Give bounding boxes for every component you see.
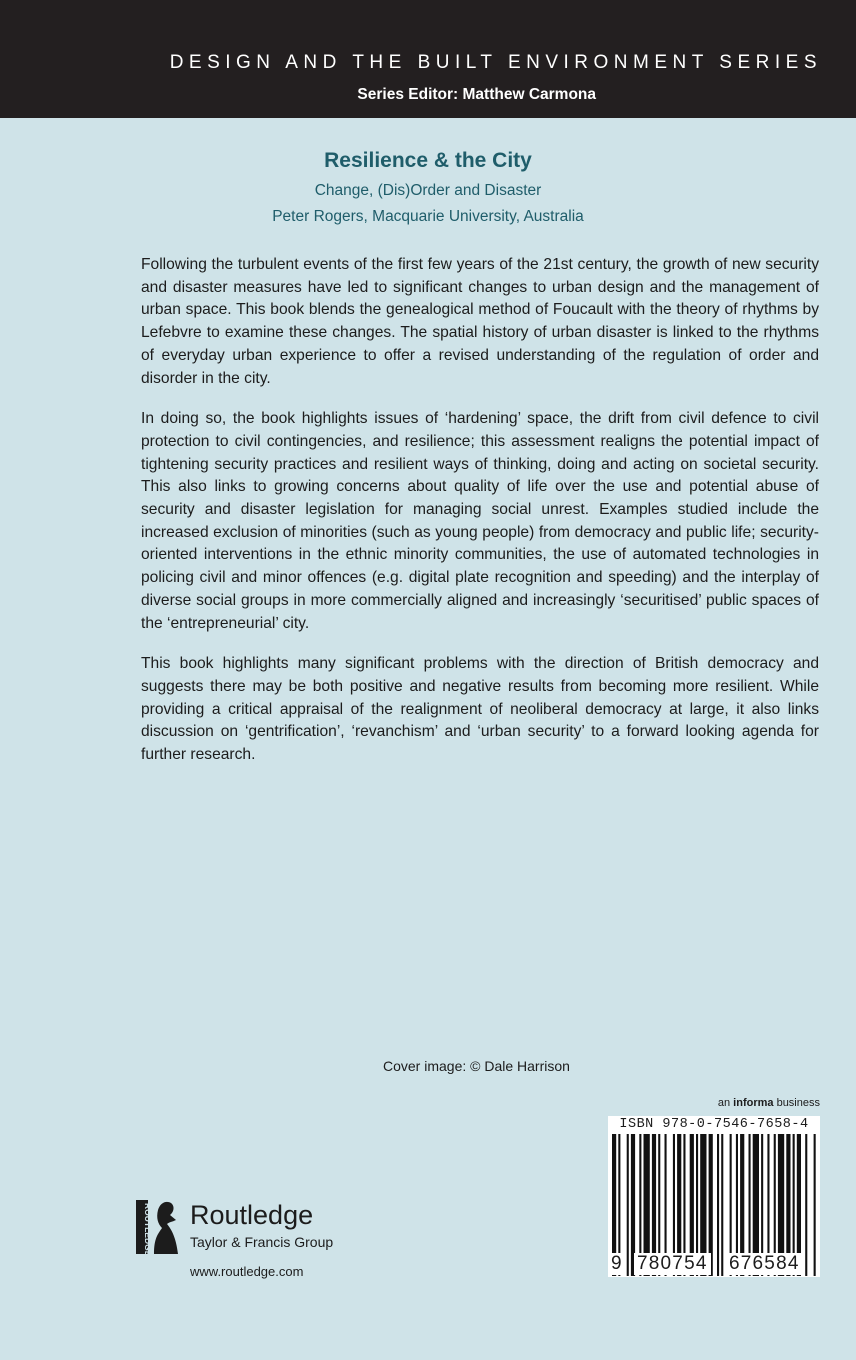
cover-image-credit: Cover image: © Dale Harrison [383, 1058, 570, 1074]
blurb [141, 254, 819, 785]
series-title: DESIGN AND THE BUILT ENVIRONMENT SERIES [169, 52, 822, 73]
publisher-group: Taylor & Francis Group [190, 1234, 334, 1250]
routledge-logo-icon [136, 1198, 182, 1256]
book-title: Resilience & the City [324, 149, 532, 172]
publisher-name: Routledge [190, 1200, 314, 1230]
informa-suffix: business [773, 1097, 820, 1109]
book-subtitle: Change, (Dis)Order and Disaster [314, 182, 542, 199]
isbn-barcode [608, 1116, 820, 1277]
series-header-bar [0, 0, 856, 118]
book-author: Peter Rogers, Macquarie University, Australia [272, 208, 584, 225]
publisher-url[interactable]: www.routledge.com [190, 1264, 304, 1279]
publisher-block [136, 1198, 366, 1258]
barcode-digits [608, 1253, 820, 1277]
barcode-digits-right: 676584 [726, 1253, 803, 1275]
barcode-digits-left: 780754 [634, 1253, 711, 1275]
informa-business-tag [718, 1097, 820, 1109]
blurb-paragraph-2: In doing so, the book highlights issues of ‘hardening’ space, the drift from civil defence to civil protection to civil contingencies, and resilience; this assessment realigns the potential impact of tightening security practices and resilient ways of thinking, doing and acting on societal security. This also links to growing concerns about quality of life over the use and potential abuse of security and disaster legislation for managing social unrest. Examples studied include the increased exclusion of minorities (such as young people) from democracy and public life; security-oriented interventions in the ethnic minority communities, the use of automated technologies in policing civil and minor offences (e.g. digital plate recognition and speeding) and the interplay of diverse social groups in more commercially aligned and increasingly ‘securitised’ public spaces of the ‘entrepreneurial’ city. [141, 410, 819, 632]
barcode-digit-first: 9 [611, 1253, 622, 1274]
series-editor: Series Editor: Matthew Carmona [357, 86, 596, 103]
blurb-paragraph-1: Following the turbulent events of the first few years of the 21st century, the growth of new security and disaster measures have led to significant changes to urban design and the management of urban space. This book blends the genealogical method of Foucault with the theory of rhythms by Lefebvre to examine these changes. The spatial history of urban disaster is linked to the rhythms of everyday urban experience to offer a revised understanding of the regulation of order and disorder in the city. [141, 256, 819, 387]
isbn-label: ISBN 978-0-7546-7658-4 [619, 1117, 809, 1132]
routledge-logo-text: ROUTLEDGE [143, 1203, 153, 1256]
informa-bold: informa [733, 1097, 774, 1109]
blurb-paragraph-3: This book highlights many significant problems with the direction of British democracy and suggests there may be both positive and negative results from becoming more resilient. While providing a critical appraisal of the realignment of neoliberal democracy at large, it also links discussion on ‘gentrification’, ‘revanchism’ and ‘urban security’ to a forward looking agenda for further research. [141, 655, 819, 764]
informa-prefix: an [717, 1097, 734, 1109]
